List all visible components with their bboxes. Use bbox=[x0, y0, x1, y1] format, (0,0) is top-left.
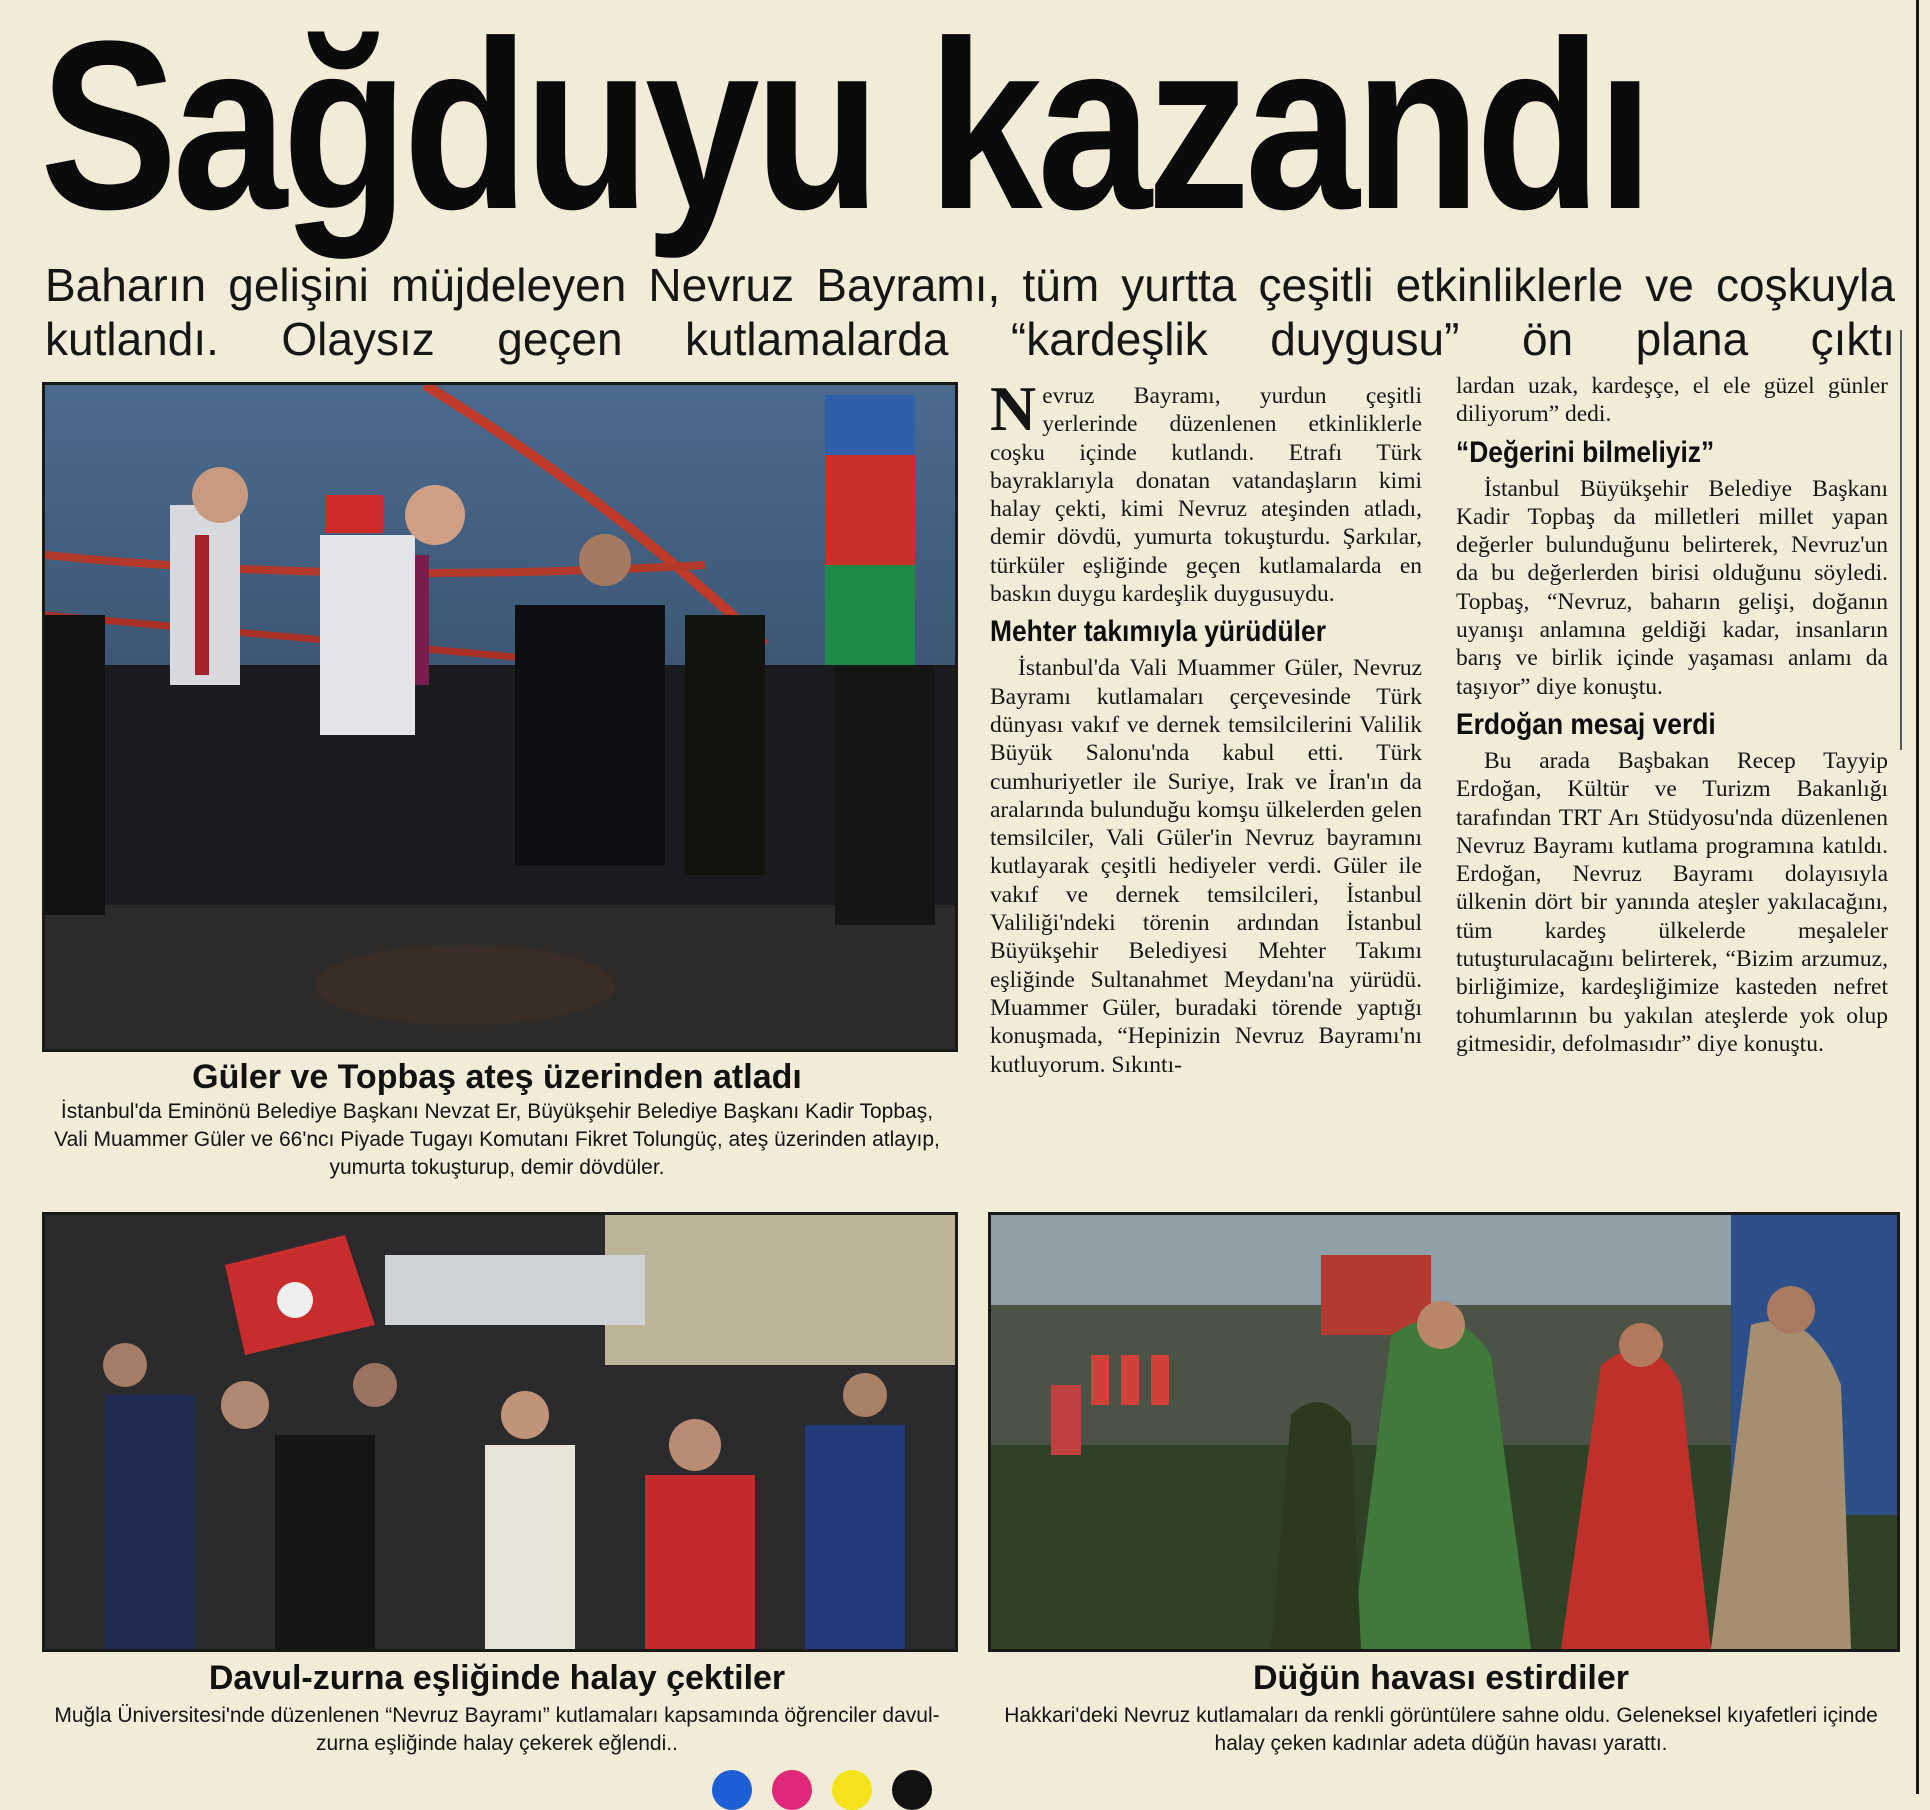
photo-fire-jump-image bbox=[45, 385, 955, 1049]
column-2-continuation: lardan uzak, kardeşçe, el ele güzel günler diliyorum” dedi. bbox=[1456, 373, 1888, 428]
subhead-erdogan: Erdoğan mesaj verdi bbox=[1456, 707, 1716, 741]
drop-cap: N bbox=[990, 373, 1037, 444]
magenta-mark bbox=[772, 1770, 812, 1810]
subhead-mehter: Mehter takımıyla yürüdüler bbox=[990, 615, 1326, 649]
mehter-paragraph: İstanbul'da Vali Muammer Güler, Nevruz Bayramı kutlamaları çerçevesinde Türk dünyası vakıf ve dernek temsilcilerini Valilik Büyük Salonu'nda kabul etti. Türk cumhuriyetler ile Suriye, Irak ve İran'ın da aralarında bulunduğu komşu ülkelerden gelen temsilciler, Vali Güler'in Nevruz bayramını kutlayarak çeşitli hediyeler verdi. Güler ile vakıf ve dernek temsilcileri, İstanbul Valiliği'ndeki törenin ardından İstanbul Büyükşehir Belediyesi Mehter Takımı eşliğinde Sultanahmet Meydanı'na yürüdü. Muammer Güler, buradaki törende yaptığı konuşmada, “Hepinizin Nevruz Bayramı'nı kutluyorum. Sıkıntı- bbox=[990, 655, 1422, 1078]
photo-hakkari-caption: Hakkari'deki Nevruz kutlamaları da renkli görüntülere sahne oldu. Geleneksel kıyafetleri içinde halay çeken kadınlar adeta düğün havası yarattı. bbox=[1004, 1704, 1878, 1755]
subhead-degerini: “Değerini bilmeliyiz” bbox=[1456, 435, 1715, 469]
yellow-mark bbox=[832, 1770, 872, 1810]
erdogan-paragraph: Bu arada Başbakan Recep Tayyip Erdoğan, Kültür ve Turizm Bakanlığı tarafından TRT Arı Stüdyosu'nda düzenlenen Nevruz Bayramı kutlama programına katıldı. Erdoğan, Nevruz Bayramı dolayısıyla ülkenin dört bir yanında ateşler yakılacağını, tüm kardeş ülkelerde meşaleler tutuşturulacağını belirterek, “Bizim arzumuz, birliğimize, kardeşliğimize kasteden nefret tohumlarının bu yakılan ateşlerde yok olup gitmesidir, defolmasıdır” diye konuştu. bbox=[1456, 747, 1888, 1057]
photo-halay-caption: Muğla Üniversitesi'nde düzenlenen “Nevruz Bayramı” kutlamaları kapsamında öğrenciler davul-zurna eşliğinde halay çekerek eğlendi.. bbox=[54, 1704, 940, 1755]
photo-halay-students bbox=[42, 1212, 958, 1652]
photo-hakkari-dance-image bbox=[991, 1215, 1897, 1649]
photo-hakkari-title: Düğün havası estirdiler bbox=[1253, 1659, 1629, 1697]
article-column-1 bbox=[990, 373, 1422, 1079]
photo-halay-title: Davul-zurna eşliğinde halay çektiler bbox=[208, 1659, 786, 1697]
print-color-marks bbox=[712, 1768, 952, 1794]
photo-fire-jump-caption: İstanbul'da Eminönü Belediye Başkanı Nevzat Er, Büyükşehir Belediye Başkanı Kadir Topbaş, Vali Muammer Güler ve 66'ncı Piyade Tugayı Komutanı Fikret Tolungüç, ateş üzerinden atlayıp, yumurta tokuşturup, demir dövdüler. bbox=[54, 1100, 940, 1179]
deck: Baharın gelişini müjdeleyen Nevruz Bayramı, tüm yurtta çeşitli etkinliklerle ve coşkuyla kutlandı. Olaysız geçen kutlamalarda “kardeşlik duygusu” ön plana çıktı bbox=[45, 259, 1895, 365]
photo-fire-jump bbox=[42, 382, 958, 1052]
right-margin-rule bbox=[1916, 0, 1919, 1794]
headline: Sağduyu kazandı bbox=[40, 0, 1649, 259]
topbas-paragraph: İstanbul Büyükşehir Belediye Başkanı Kadir Topbaş da milletleri millet yapan değerler bulunduğunu belirterek, Nevruz'un da bu değerlerden birisi olduğunu söyledi. Topbaş, “Nevruz, baharın gelişi, doğanın uyanışı anlamına geldiği kadar, insanların barış ve birlik içinde yaşaması anlamı da taşıyor” diye konuştu. bbox=[1456, 475, 1888, 700]
photo-fire-jump-title: Güler ve Topbaş ateş üzerinden atladı bbox=[192, 1058, 802, 1096]
intro-paragraph bbox=[990, 373, 1422, 608]
article-column-2 bbox=[1456, 372, 1888, 1058]
right-column-rule bbox=[1900, 330, 1902, 750]
intro-text: evruz Bayramı, yurdun çeşitli yerlerinde düzenlenen etkinliklerle coşku içinde kutlandı. Etrafı Türk bayraklarıyla donatan vatandaşların kimi halay çekti, kimi Nevruz ateşinden atladı, demir dövdü, yumurta tokuşturdu. Şarkılar, türküler eşliğinde geçen kutlamalarda en baskın duygu kardeşlik duygusuydu. bbox=[990, 383, 1422, 608]
black-mark bbox=[892, 1770, 932, 1810]
photo-halay-students-image bbox=[45, 1215, 955, 1649]
cyan-mark bbox=[712, 1770, 752, 1810]
photo-hakkari-dance bbox=[988, 1212, 1900, 1652]
